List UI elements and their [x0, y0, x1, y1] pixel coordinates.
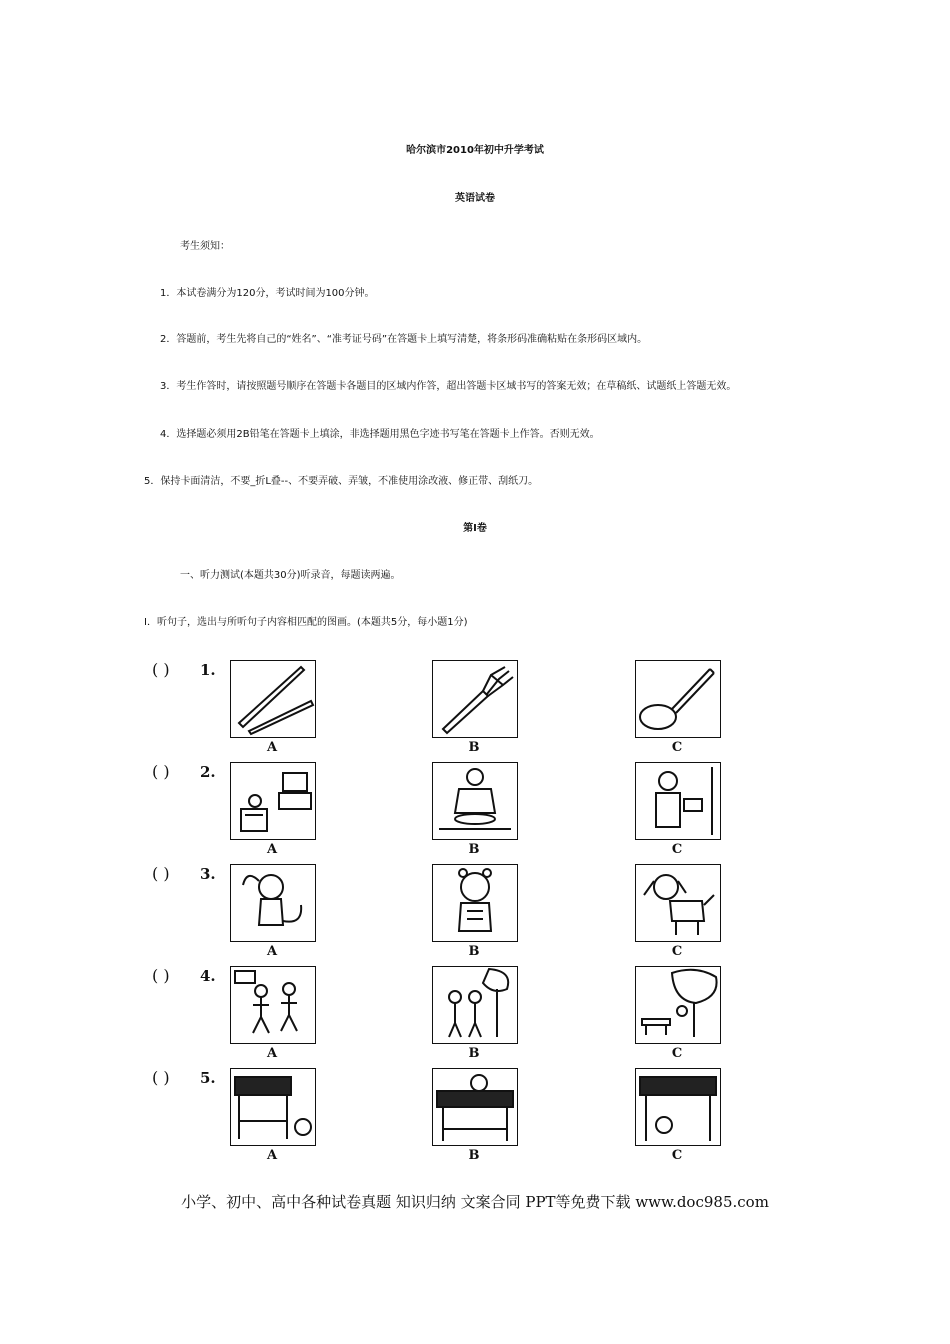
question-row [152, 864, 732, 964]
notice-heading: 考生须知： [180, 241, 230, 252]
option-letter: A [266, 944, 278, 959]
chopsticks-icon [230, 660, 316, 738]
option-letter: A [266, 740, 278, 755]
monkey-icon [230, 864, 316, 942]
tiger-icon [432, 864, 518, 942]
option-letter: B [468, 944, 480, 959]
option-letter: C [671, 944, 683, 959]
answer-blank: ( ) [152, 864, 170, 883]
ball-beside-desk-icon [230, 1068, 316, 1146]
ladle-icon [635, 660, 721, 738]
question-number: 2. [200, 763, 216, 781]
option-letter: C [671, 842, 683, 857]
question-number: 4. [200, 967, 216, 985]
eating-icon [635, 762, 721, 840]
option-letter: A [266, 1148, 278, 1163]
option-letter: B [468, 1046, 480, 1061]
footer-advert: 小学、初中、高中各种试卷真题 知识归纳 文案合同 PPT等免费下载 www.doc985.com [181, 1193, 769, 1211]
question-number: 1. [200, 661, 216, 679]
ball-under-desk-icon [635, 1068, 721, 1146]
question-number: 5. [200, 1069, 216, 1087]
dog-icon [635, 864, 721, 942]
section-one: 一、听力测试(本题共30分)听录音，每题读两遍。 [180, 570, 401, 581]
option-letter: C [671, 1046, 683, 1061]
part-one: I．听句子，选出与所听句子内容相匹配的图画。(本题共5分，每小题1分) [144, 617, 468, 628]
option-letter: C [671, 740, 683, 755]
option-letter: B [468, 740, 480, 755]
exam-subject: 英语试卷 [455, 193, 495, 204]
option-letter: A [266, 1046, 278, 1061]
question-row [152, 762, 732, 862]
rule-3: 3．考生作答时，请按照题号顺序在答题卡各题目的区域内作答，超出答题卡区域书写的答案无效；在草稿纸、试题纸上答题无效。 [160, 381, 737, 392]
boys-running-icon [230, 966, 316, 1044]
answer-blank: ( ) [152, 1068, 170, 1087]
rule-2: 2．答题前，考生先将自己的“姓名”、“准考证号码”在答题卡上填写清楚，将条形码准确粘贴在条形码区域内。 [160, 334, 648, 345]
volume-title: 第Ⅰ卷 [463, 523, 487, 534]
answer-blank: ( ) [152, 762, 170, 781]
ball-on-desk-icon [432, 1068, 518, 1146]
option-letter: C [671, 1148, 683, 1163]
option-letter: B [468, 842, 480, 857]
answer-blank: ( ) [152, 966, 170, 985]
boy-reading-under-tree-icon [635, 966, 721, 1044]
rule-1: 1．本试卷满分为120分，考试时间为100分钟。 [160, 288, 375, 299]
question-row [152, 966, 732, 1066]
question-number: 3. [200, 865, 216, 883]
boys-under-tree-icon [432, 966, 518, 1044]
cooking-icon [432, 762, 518, 840]
option-letter: B [468, 1148, 480, 1163]
fork-icon [432, 660, 518, 738]
question-row [152, 1068, 732, 1168]
answer-blank: ( ) [152, 660, 170, 679]
exam-title: 哈尔滨市2010年初中升学考试 [406, 145, 544, 156]
rule-4: 4．选择题必须用2B铅笔在答题卡上填涂，非选择题用黑色字迹书写笔在答题卡上作答。否则无效。 [160, 429, 600, 440]
question-row [152, 660, 732, 760]
rule-5: 5．保持卡面清洁，不要_折L叠--、不要弄破、弄皱，不准使用涂改液、修正带、刮纸刀。 [144, 476, 539, 487]
watching-tv-icon [230, 762, 316, 840]
option-letter: A [266, 842, 278, 857]
